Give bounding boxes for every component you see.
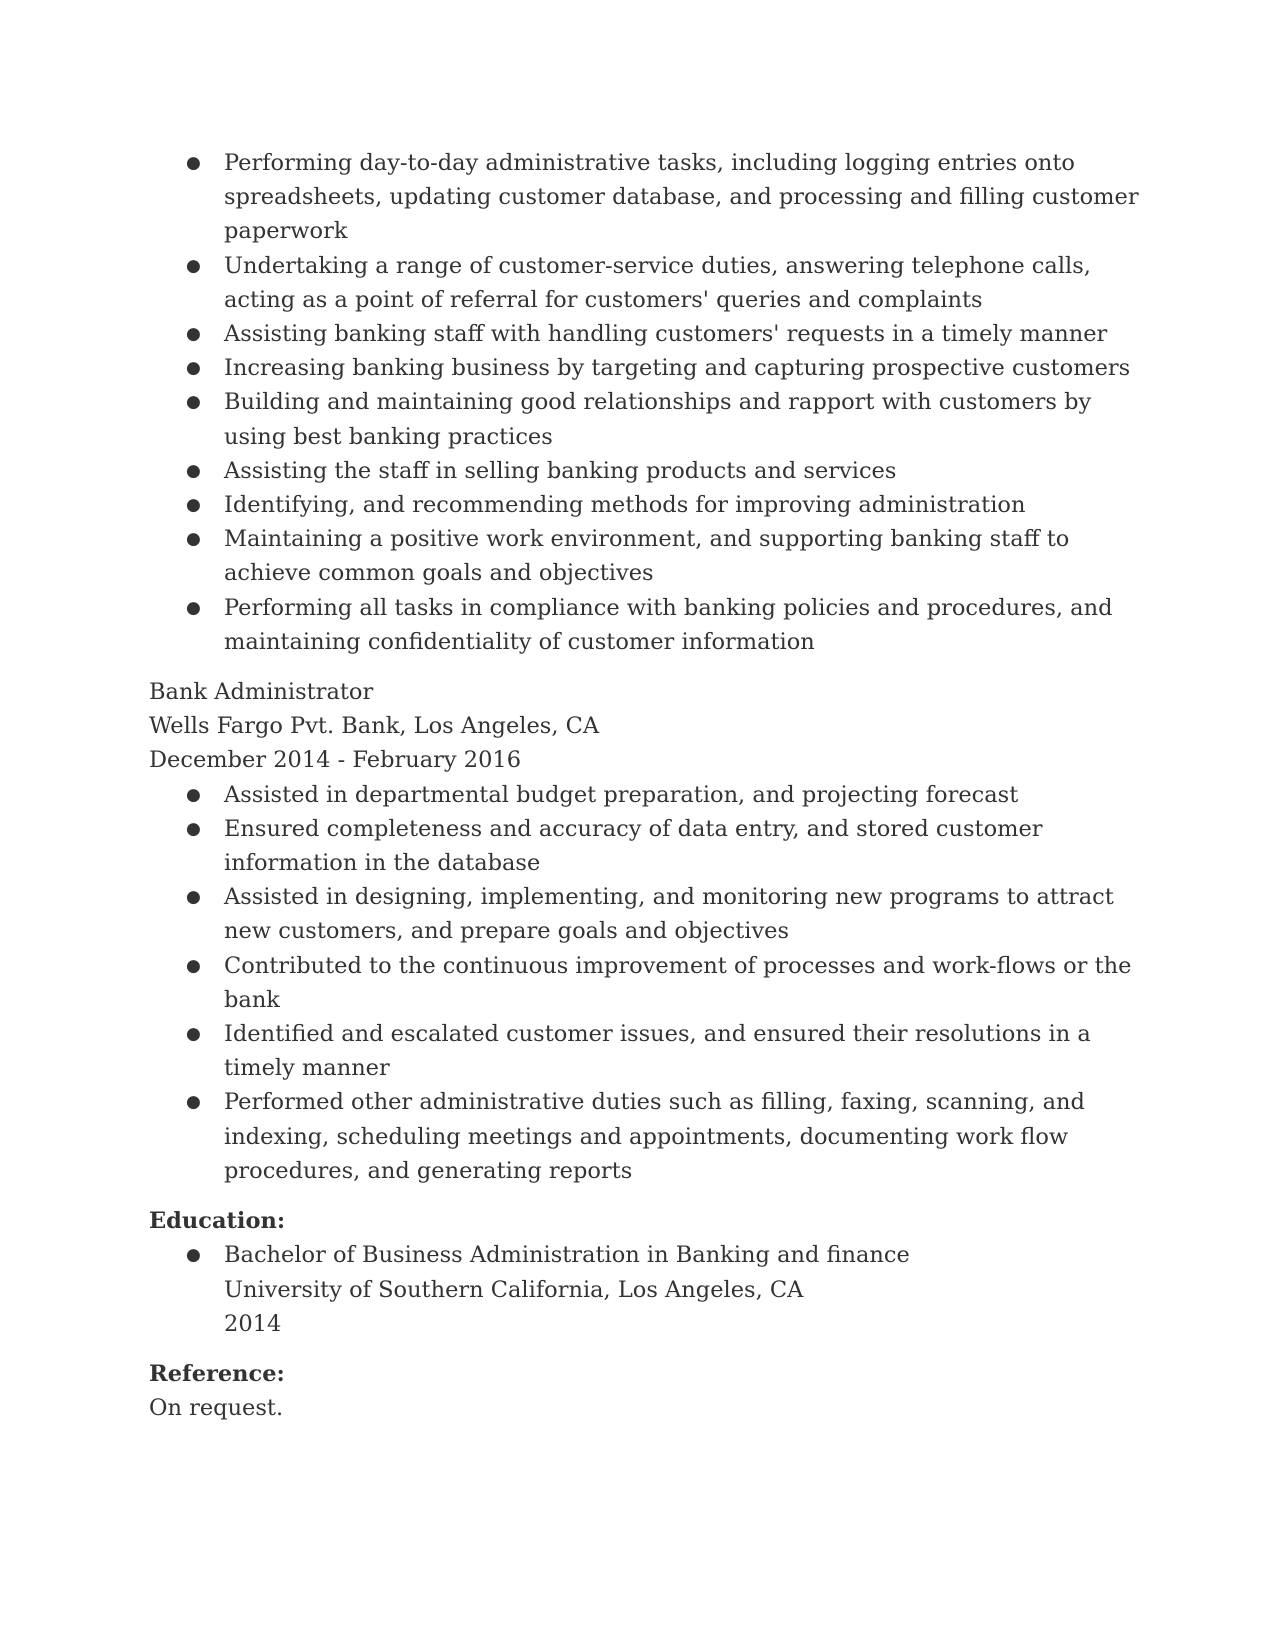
list-item: ● Increasing banking business by targeting and capturing prospective customers: [224, 351, 1139, 385]
list-item: ● Assisting banking staff with handling customers' requests in a timely manner: [224, 317, 1139, 351]
education-degree: ● Bachelor of Business Administration in Banking and finance: [224, 1242, 910, 1269]
list-item: ● Undertaking a range of customer-service duties, answering telephone calls, acting as a point of referral for customers' queries and complaints: [224, 249, 1139, 317]
job-dates: December 2014 - February 2016: [149, 747, 522, 774]
list-item: ● Identifying, and recommending methods for improving administration: [224, 488, 1139, 522]
reference-text: On request.: [149, 1395, 284, 1422]
list-item: ● Assisted in departmental budget preparation, and projecting forecast: [224, 778, 1139, 812]
education-item: [224, 1238, 1139, 1341]
job-entry: [149, 675, 1139, 1188]
reference-heading: Reference:: [149, 1360, 285, 1387]
job-duties-list: [149, 778, 1139, 1188]
list-item: ● Building and maintaining good relationships and rapport with customers by using best banking practices: [224, 385, 1139, 453]
list-item: ● Contributed to the continuous improvement of processes and work-flows or the bank: [224, 949, 1139, 1017]
list-item: ● Identified and escalated customer issues, and ensured their resolutions in a timely manner: [224, 1017, 1139, 1085]
list-item: ● Ensured completeness and accuracy of data entry, and stored customer information in the database: [224, 812, 1139, 880]
education-list: [149, 1238, 1139, 1341]
experience-continued-list: [149, 146, 1139, 659]
list-item: ● Assisted in designing, implementing, and monitoring new programs to attract new customers, and prepare goals and objectives: [224, 880, 1139, 948]
list-item: ● Performed other administrative duties such as filling, faxing, scanning, and indexing, scheduling meetings and appointments, documenting work flow procedures, and generating reports: [224, 1085, 1139, 1188]
list-item: ● Assisting the staff in selling banking products and services: [224, 454, 1139, 488]
list-item: ● Maintaining a positive work environment, and supporting banking staff to achieve common goals and objectives: [224, 522, 1139, 590]
education-year: 2014: [224, 1310, 282, 1337]
education-heading: Education:: [149, 1208, 286, 1235]
list-item: ● Performing all tasks in compliance with banking policies and procedures, and maintaining confidentiality of customer information: [224, 591, 1139, 659]
education-school: University of Southern California, Los Angeles, CA: [224, 1276, 804, 1303]
reference-section: [149, 1357, 1139, 1425]
education-section: [149, 1204, 1139, 1341]
job-title: Bank Administrator: [149, 679, 374, 706]
list-item: ● Performing day-to-day administrative tasks, including logging entries onto spreadsheets, updating customer database, and processing and filling customer paperwork: [224, 146, 1139, 249]
job-company: Wells Fargo Pvt. Bank, Los Angeles, CA: [149, 713, 600, 740]
resume-page: [149, 146, 1139, 1425]
